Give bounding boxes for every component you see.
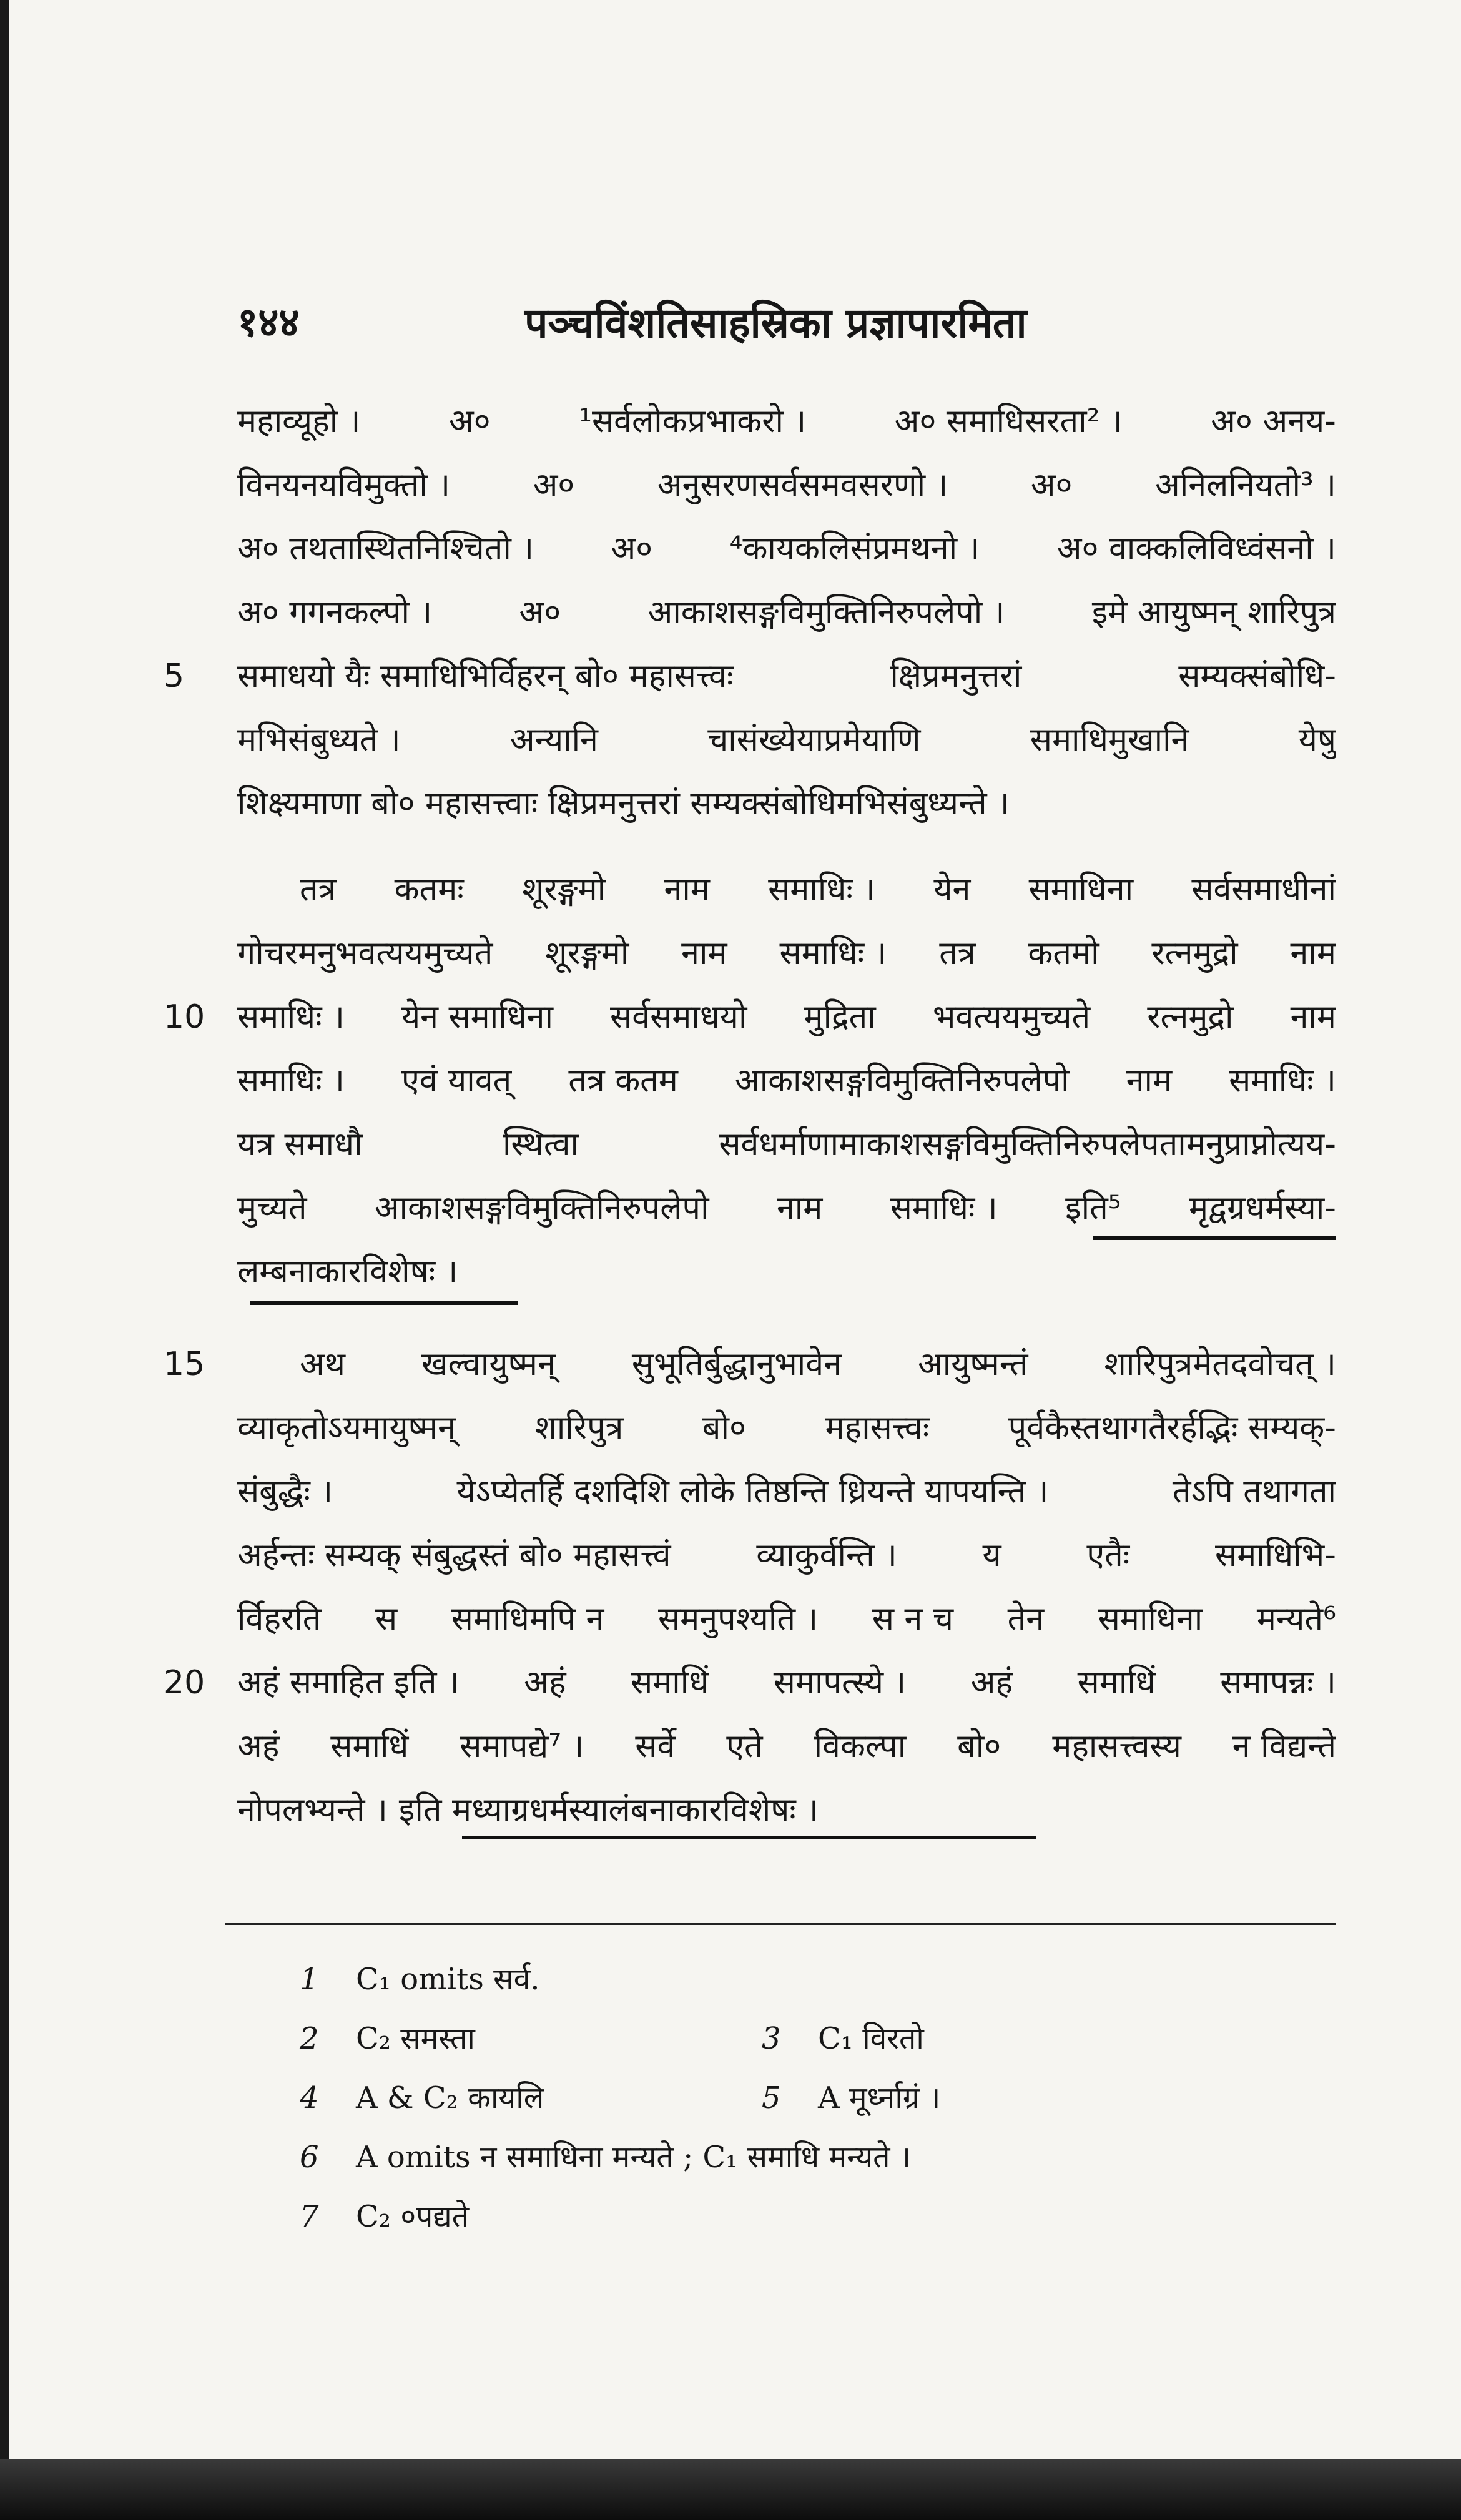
text-line [237, 1460, 1336, 1523]
text-segment: नोपलभ्यन्ते । [237, 1791, 388, 1829]
footnote-rule [225, 1923, 1336, 1925]
text-line [237, 390, 1336, 453]
text-segment: अ० तथतास्थितनिश्चितो । [237, 530, 534, 568]
line-number: 5 [164, 657, 185, 695]
text-line [237, 1050, 1336, 1112]
text-segment: अ० [611, 530, 653, 568]
text-segment: मभिसंबुध्यते । [237, 721, 401, 759]
text-segment: गोचरमनुभवत्ययमुच्यते [237, 935, 493, 972]
text-segment: महासत्त्वस्य [1052, 1728, 1181, 1765]
text-segment: अ० अनय- [1211, 403, 1336, 440]
text-line [237, 1524, 1336, 1587]
text-segment: महाव्यूहो । [237, 403, 361, 440]
text-segment: आयुष्मन्तं [918, 1346, 1028, 1383]
footnote-2: 2 C₂ समस्ता [300, 2021, 475, 2056]
text-segment: तत्र [939, 935, 976, 972]
text-segment: महासत्त्वः [825, 1409, 930, 1447]
text-segment: समाधिः । [768, 871, 876, 908]
text-segment: समापन्नः । [1220, 1664, 1336, 1701]
text-segment: तत्र कतम [568, 1062, 678, 1100]
underline-rule [462, 1836, 1036, 1839]
text-segment: समाधिः । [890, 1189, 998, 1227]
text-line [237, 645, 1336, 707]
text-line [237, 518, 1336, 580]
text-segment: मृद्वग्रधर्मस्या- [1188, 1189, 1336, 1227]
text-segment: इति⁵ [1065, 1189, 1121, 1227]
text-line [237, 1651, 1336, 1714]
text-segment: अनिलनियतो³ । [1155, 466, 1336, 504]
footnote-6: 6 A omits न समाधिना मन्यते ; C₁ समाधि मन्यते । [300, 2140, 911, 2175]
text-segment: अ० [519, 594, 561, 631]
line-number: 15 [164, 1346, 205, 1383]
text-segment: अ० समाधिसरता² । [894, 403, 1123, 440]
underline-rule [1093, 1236, 1336, 1240]
text-line [237, 859, 1336, 921]
text-segment: अन्यानि [509, 721, 598, 759]
text-segment: समाधिः । [237, 1062, 345, 1100]
text-segment: ¹सर्वलोकप्रभाकरो । [579, 403, 807, 440]
text-segment: समाधिमपि न [451, 1600, 604, 1638]
text-segment: स्थित्वा [502, 1126, 579, 1163]
text-segment: येऽप्येतर्हि दशदिशि लोके तिष्ठन्ति ध्रियन्ते यापयन्ति । [456, 1473, 1049, 1510]
text-segment: क्षिप्रमनुत्तरां [890, 657, 1022, 695]
line-number: 20 [164, 1664, 205, 1701]
text-segment: स न च [872, 1600, 953, 1638]
text-segment: सर्वसमाधयो [610, 998, 747, 1036]
text-segment: अ० [1030, 466, 1073, 504]
text-segment: अ० गगनकल्पो । [237, 594, 433, 631]
text-segment: नाम [1290, 998, 1336, 1036]
text-segment: नाम [776, 1189, 823, 1227]
text-segment: समनुपश्यति । [658, 1600, 819, 1638]
text-segment: सुभूतिर्बुद्धानुभावेन [631, 1346, 842, 1383]
text-segment: समाधिः । [237, 998, 345, 1036]
text-segment: मन्यते⁶ [1256, 1600, 1336, 1638]
text-segment: नाम [1126, 1062, 1173, 1100]
text-segment: समाधिः । [779, 935, 887, 972]
text-segment: मुद्रिता [804, 998, 876, 1036]
text-line [237, 1177, 1336, 1239]
text-segment: विकल्पा [814, 1728, 907, 1765]
text-segment: यत्र समाधौ [237, 1126, 363, 1163]
text-segment: अहं [970, 1664, 1013, 1701]
text-line [237, 709, 1336, 771]
text-segment: आकाशसङ्गविमुक्तिनिरुपलेपो [374, 1189, 709, 1227]
text-segment: खल्वायुष्मन् [421, 1346, 556, 1383]
text-line [237, 1241, 1336, 1303]
text-segment: शारिपुत्रमेतदवोचत् । [1104, 1346, 1336, 1383]
text-segment: अहं समाहित इति । [237, 1664, 460, 1701]
page-header [237, 293, 1336, 362]
text-segment: कतमः [394, 871, 464, 908]
text-segment: अ० वाक्कलिविध्वंसनो । [1056, 530, 1336, 568]
text-segment: चासंख्येयाप्रमेयाणि [707, 721, 921, 759]
text-line [237, 454, 1336, 516]
text-segment: इमे आयुष्मन् शारिपुत्र [1091, 594, 1336, 631]
text-segment: एवं यावत् [401, 1062, 512, 1100]
line-number: 10 [164, 998, 205, 1036]
text-segment: समाधिना [1098, 1600, 1203, 1638]
text-segment: अहं [237, 1728, 280, 1765]
footnote-7: 7 C₂ ०पद्यते [300, 2199, 470, 2234]
text-segment: अर्हन्तः सम्यक् संबुद्धस्तं बो० महासत्त्वं [237, 1537, 671, 1574]
text-segment: बो० [957, 1728, 1001, 1765]
text-segment: समाधिः । [1229, 1062, 1336, 1100]
text-segment: रत्नमुद्रो [1151, 935, 1238, 972]
text-segment: संबुद्धैः । [237, 1473, 333, 1510]
text-segment: नाम [1290, 935, 1336, 972]
text-segment: समाधयो यैः समाधिभिर्विहरन् बो० महासत्त्वः [237, 657, 734, 695]
text-segment: समापत्स्ये । [773, 1664, 907, 1701]
text-segment: येषु [1298, 721, 1336, 759]
text-line [237, 1715, 1336, 1778]
text-segment: नाम [681, 935, 727, 972]
text-segment: न विद्यन्ते [1232, 1728, 1336, 1765]
text-segment: सम्यक्संबोधि- [1178, 657, 1336, 695]
page-edge-left [0, 0, 9, 2520]
text-segment: येन [933, 871, 971, 908]
text-segment: कतमो [1028, 935, 1099, 972]
text-line [237, 922, 1336, 985]
text-segment: व्याकुर्वन्ति । [756, 1537, 897, 1574]
text-segment: सर्वसमाधीनां [1191, 871, 1336, 908]
text-segment: समाधिना [1028, 871, 1134, 908]
text-segment: समाधिं [330, 1728, 409, 1765]
text-line [237, 581, 1336, 644]
page-edge-bottom [0, 2459, 1461, 2520]
text-segment: रत्नमुद्रो [1147, 998, 1234, 1036]
text-segment: विनयनयविमुक्तो । [237, 466, 451, 504]
text-line [237, 772, 1336, 835]
text-segment: व्याकृतोऽयमायुष्मन् [237, 1409, 456, 1447]
text-segment: शूरङ्गमो [545, 935, 629, 972]
text-line [237, 1113, 1336, 1176]
text-segment: बो० [702, 1409, 746, 1447]
text-segment: तेन [1007, 1600, 1045, 1638]
text-line [237, 1779, 1336, 1841]
text-segment: अथ [300, 1346, 345, 1383]
text-segment: तेऽपि तथागता [1172, 1473, 1336, 1510]
text-segment: लम्बनाकारविशेषः । [237, 1253, 458, 1291]
text-segment: समाधिभि- [1215, 1537, 1336, 1574]
footnote-3: 3 C₁ विरतो [762, 2021, 924, 2056]
text-segment: सर्वधर्माणामाकाशसङ्गविमुक्तिनिरुपलेपतामनुप्राप्नोत्यय- [719, 1126, 1336, 1163]
text-segment: एतैः [1086, 1537, 1130, 1574]
text-line [237, 986, 1336, 1048]
text-segment: अ० [448, 403, 491, 440]
text-segment: एते [726, 1728, 763, 1765]
text-segment: मुच्यते [237, 1189, 307, 1227]
text-line [237, 1397, 1336, 1459]
text-segment: समाधिं [631, 1664, 709, 1701]
underline-rule [250, 1301, 518, 1305]
text-segment: शिक्ष्यमाणा बो० महासत्त्वाः क्षिप्रमनुत्तरां सम्यक्संबोधिमभिसंबुध्यन्ते । [237, 785, 1010, 822]
text-segment: स [375, 1600, 398, 1638]
text-segment: र्विहरति [237, 1600, 322, 1638]
text-segment: अहं [524, 1664, 566, 1701]
footnote-1: 1 C₁ omits सर्व. [300, 1962, 540, 1997]
text-line [237, 1333, 1336, 1395]
text-segment: आकाशसङ्गविमुक्तिनिरुपलेपो [734, 1062, 1070, 1100]
text-segment: शूरङ्गमो [522, 871, 606, 908]
text-segment: अ० [533, 466, 575, 504]
text-segment: शारिपुत्र [534, 1409, 624, 1447]
text-segment: इति मध्याग्रधर्मस्यालंबनाकारविशेषः । [398, 1791, 819, 1829]
text-segment: येन समाधिना [401, 998, 553, 1036]
text-segment: समापद्ये⁷ । [460, 1728, 584, 1765]
text-segment: भवत्ययमुच्यते [932, 998, 1091, 1036]
running-title: पञ्चविंशतिसाहस्रिका प्रज्ञापारमिता [524, 299, 1027, 347]
text-segment: ⁴कायकलिसंप्रमथनो । [729, 530, 980, 568]
text-segment: तत्र [300, 871, 337, 908]
footnote-5: 5 A मूर्ध्नाग्रं । [762, 2080, 941, 2115]
page-number: १४४ [237, 300, 300, 346]
text-segment: सर्वे [635, 1728, 676, 1765]
text-segment: समाधिं [1077, 1664, 1156, 1701]
text-segment: आकाशसङ्गविमुक्तिनिरुपलेपो । [647, 594, 1005, 631]
text-segment: य [982, 1537, 1001, 1574]
text-line [237, 1588, 1336, 1650]
text-segment: अनुसरणसर्वसमवसरणो । [657, 466, 948, 504]
text-segment: समाधिमुखानि [1030, 721, 1189, 759]
text-segment: नाम [664, 871, 710, 908]
text-segment: पूर्वकैस्तथागतैरर्हद्भिः सम्यक्- [1008, 1409, 1336, 1447]
footnote-4: 4 A & C₂ कायलि [300, 2080, 544, 2115]
